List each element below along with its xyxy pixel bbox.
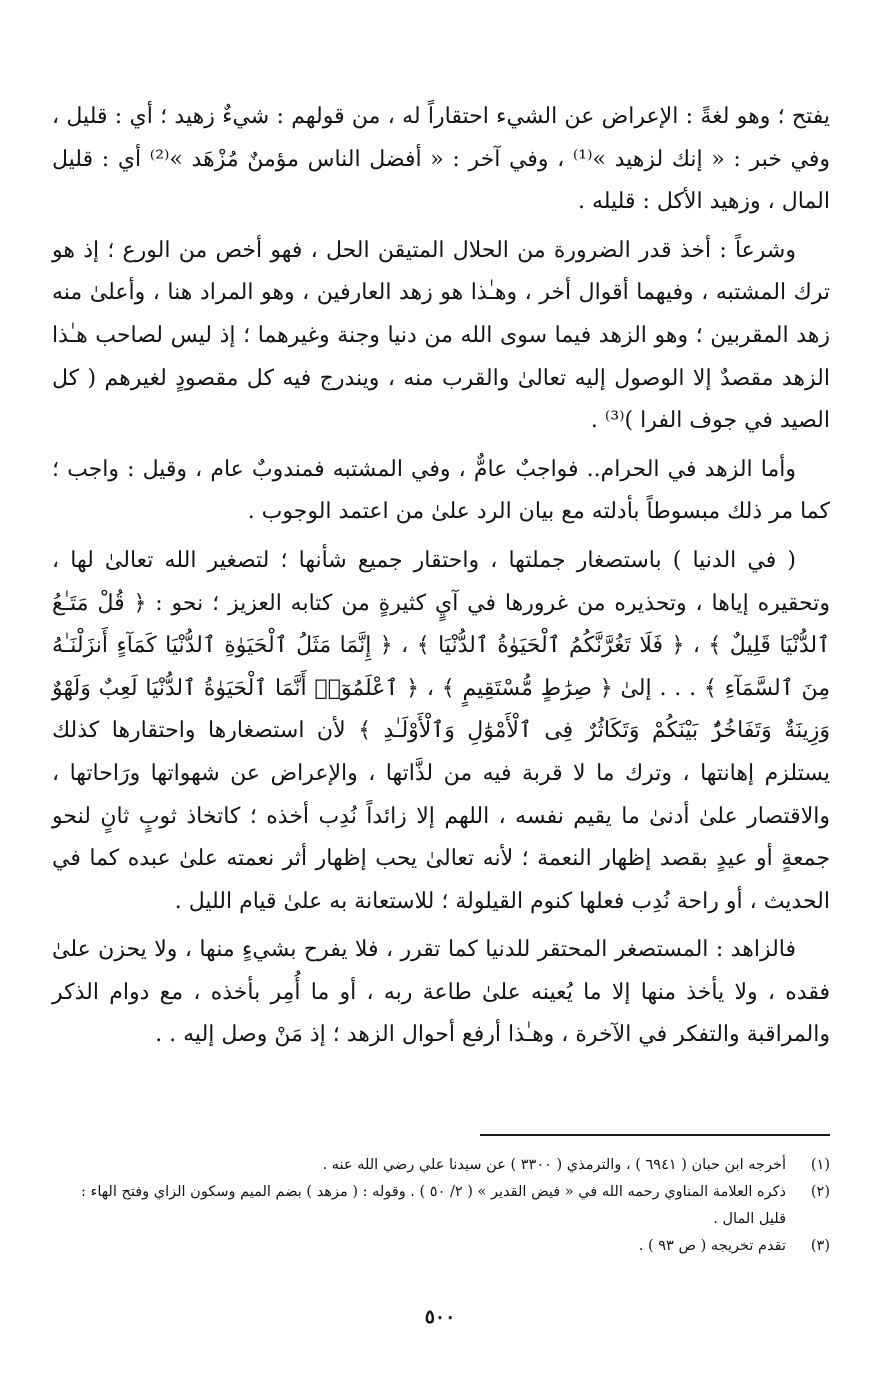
paragraph-faz-zahid: فالزاهد : المستصغر المحتقر للدنيا كما تقرر ، فلا يفرح بشيءٍ منها ، ولا يحزن علىٰ فقده ، ولا يأخذ منها إلا ما يُعينه علىٰ طاعة ربه ، أو ما أُمِر بأخذه ، مع دوام الذكر والمراقبة والتفكر في الآخرة ، وهـٰذا أرفع أحوال الزهد ؛ إذ مَنْ وصل إليه . .	[52, 937, 830, 1048]
paragraph-zuhd-haram: وأما الزهد في الحرام.. فواجبٌ عامٌّ ، وفي المشتبه فمندوبٌ عام ، وقيل : واجب ؛ كما مر ذلك مبسوطاً بأدلته مع بيان الرد علىٰ من اعتمد الوجوب .	[52, 456, 830, 525]
paragraph-fi-ad-dunya: ( في الدنيا ) باستصغار جملتها ، واحتقار جميع شأنها ؛ لتصغير الله تعالىٰ لها ، وتحقيره إياها ، وتحذيره من غرورها في آيٍ كثيرةٍ من كتابه العزيز ؛ نحو : ﴿ قُلْ مَتَـٰعُ ٱلدُّنْيَا قَلِيلٌ ﴾ ، ﴿ فَلَا تَغُرَّنَّكُمُ ٱلْحَيَوٰةُ ٱلدُّنْيَا ﴾ ، ﴿ إِنَّمَا مَثَلُ ٱلْحَيَوٰةِ ٱلدُّنْيَا كَمَآءٍ أَنزَلْنَـٰهُ مِنَ ٱلسَّمَآءِ ﴾ . . . إلىٰ ﴿ صِرَٰطٍ مُّسْتَقِيمٍ ﴾ ، ﴿ ٱعْلَمُوٓا۟ أَنَّمَا ٱلْحَيَوٰةُ ٱلدُّنْيَا لَعِبٌ وَلَهْوٌ وَزِينَةٌ وَتَفَاخُرٌۢ بَيْنَكُمْ وَتَكَاثُرٌ فِى ٱلْأَمْوَٰلِ وَٱلْأَوْلَـٰدِ ﴾ لأن استصغارها واحتقارها كذلك يستلزم إهانتها ، وترك ما لا قربة فيه من لذَّاتها ، والإعراض عن شهواتها ورَاحاتها ، والاقتصار علىٰ أدنىٰ ما يقيم نفسه ، اللهم إلا زائداً نُدِب أخذه ؛ كاتخاذ ثوبٍ ثانٍ لنحو جمعةٍ أو عيدٍ بقصد إظهار النعمة ؛ لأنه تعالىٰ يحب إظهار أثر نعمته علىٰ عبده كما في الحديث ، أو راحة نُدِب فعلها كنوم القيلولة ؛ للاستعانة به علىٰ قيام الليل .	[52, 547, 830, 914]
footnote-item	[52, 1233, 830, 1260]
footnote-number: (٣)	[810, 1238, 830, 1254]
footnote-number: (٢)	[810, 1184, 830, 1200]
paragraph-zuhd-sharan: وشرعاً : أخذ قدر الضرورة من الحلال المتيقن الحل ، فهو أخص من الورع ؛ إذ هو ترك المشتبه ، وفيهما أقوال أخر ، وهـٰذا هو زهد العارفين ، وهو المراد هنا ، وأعلىٰ منه زهد المقربين ؛ وهو الزهد فيما سوى الله من دنيا وجنة وغيرهما ؛ إذ ليس لصاحب هـٰذا الزهد مقصدٌ إلا الوصول إليه تعالىٰ والقرب منه ، ويندرج فيه كل مقصودٍ لغيرهم ( كل الصيد في جوف الفرا )⁽³⁾ .	[52, 237, 830, 434]
footnote-text: تقدم تخريجه ( ص ٩٣ ) .	[638, 1238, 786, 1254]
footnote-item	[52, 1152, 830, 1179]
page-number: ٥٠٠	[424, 1306, 456, 1328]
footnote-item	[52, 1179, 830, 1233]
footnote-text: أخرجه ابن حبان ( ٦٩٤١ ) ، والترمذي ( ٣٣٠٠ ) عن سيدنا علي رضي الله عنه .	[322, 1157, 786, 1173]
main-text-body	[52, 96, 830, 1057]
footnotes	[52, 1152, 830, 1260]
paragraph-zuhd-lughatan: يفتح ؛ وهو لغةً : الإعراض عن الشيء احتقاراً له ، من قولهم : شيءٌ زهيد ؛ أي : قليل ، وفي خبر : « إنك لزهيد »⁽¹⁾ ، وفي آخر : « أفضل الناس مؤمنٌ مُزْهَد »⁽²⁾ أي : قليل المال ، وزهيد الأكل : قليله .	[52, 104, 830, 215]
footnote-number: (١)	[810, 1157, 830, 1173]
footnote-text: ذكره العلامة المناوي رحمه الله في « فيض القدير » ( ٢/ ٥٠ ) . وقوله : ( مزهد ) بضم الميم وسكون الزاي وفتح الهاء : قليل المال .	[81, 1184, 786, 1227]
footnote-separator	[480, 1134, 830, 1136]
